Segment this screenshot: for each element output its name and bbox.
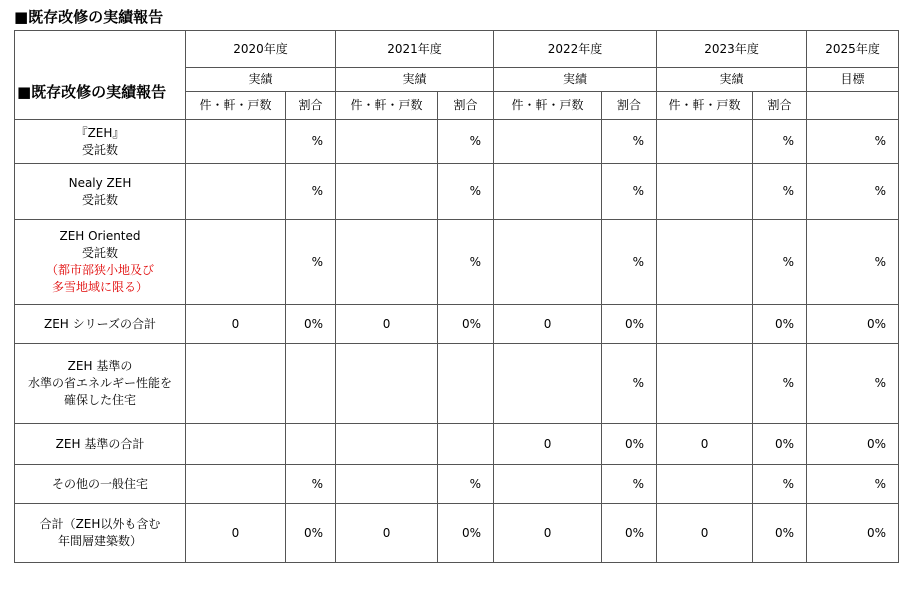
count-cell[interactable]: 0 <box>494 305 602 344</box>
ratio-cell[interactable]: % <box>438 120 494 164</box>
row-label-line: ZEH 基準の合計 <box>55 436 145 451</box>
row-label-line: 合計（ZEH以外も含む <box>39 517 161 531</box>
count-cell[interactable] <box>494 120 602 164</box>
ratio-cell[interactable]: % <box>602 220 657 305</box>
table-row <box>15 424 899 465</box>
count-cell[interactable]: 0 <box>657 504 753 563</box>
table-row <box>15 344 899 424</box>
corner-label: ■既存改修の実績報告 <box>15 31 186 120</box>
ratio-header: 割合 <box>602 92 657 120</box>
table-row <box>15 305 899 344</box>
row-label-line: ZEH Oriented <box>59 229 141 243</box>
type-header: 実績 <box>336 68 494 92</box>
row-label <box>15 344 186 424</box>
count-cell[interactable] <box>657 220 753 305</box>
ratio-cell[interactable]: % <box>286 120 336 164</box>
year-header: 2023年度 <box>657 31 807 68</box>
year-header: 2025年度 <box>807 31 899 68</box>
row-label-line: その他の一般住宅 <box>51 476 148 491</box>
ratio-cell[interactable]: 0% <box>602 504 657 563</box>
count-cell[interactable]: 0 <box>657 424 753 465</box>
count-header: 件・軒・戸数 <box>657 92 753 120</box>
count-cell[interactable]: 0 <box>186 305 286 344</box>
count-cell[interactable]: 0 <box>336 504 438 563</box>
ratio-cell[interactable]: % <box>438 465 494 504</box>
table-row <box>15 465 899 504</box>
ratio-cell[interactable]: 0% <box>438 504 494 563</box>
count-cell[interactable] <box>494 220 602 305</box>
count-cell[interactable] <box>336 220 438 305</box>
page-title: ■既存改修の実績報告 <box>14 8 164 26</box>
table-row <box>15 164 899 220</box>
ratio-header: 割合 <box>438 92 494 120</box>
ratio-cell[interactable] <box>438 424 494 465</box>
row-label <box>15 504 186 563</box>
ratio-cell[interactable]: % <box>753 220 807 305</box>
count-cell[interactable] <box>494 164 602 220</box>
report-table <box>14 30 899 563</box>
ratio-cell[interactable]: % <box>807 120 899 164</box>
count-header: 件・軒・戸数 <box>186 92 286 120</box>
table-row <box>15 120 899 164</box>
type-header: 目標 <box>807 68 899 92</box>
ratio-cell[interactable]: 0% <box>438 305 494 344</box>
ratio-cell[interactable]: 0% <box>602 305 657 344</box>
ratio-header: 割合 <box>753 92 807 120</box>
count-cell[interactable] <box>657 344 753 424</box>
ratio-cell[interactable]: % <box>602 465 657 504</box>
row-label-line: 年間層建築数） <box>57 534 142 548</box>
ratio-header: 割合 <box>286 92 336 120</box>
count-cell[interactable] <box>186 220 286 305</box>
ratio-cell[interactable]: % <box>807 220 899 305</box>
ratio-cell[interactable]: % <box>438 164 494 220</box>
count-cell[interactable] <box>336 344 438 424</box>
ratio-cell[interactable]: 0% <box>807 504 899 563</box>
count-cell[interactable] <box>186 120 286 164</box>
count-cell[interactable] <box>186 344 286 424</box>
row-label <box>15 424 186 465</box>
ratio-cell[interactable]: 0% <box>753 424 807 465</box>
table-row <box>15 504 899 563</box>
ratio-cell[interactable]: 0% <box>753 504 807 563</box>
ratio-cell[interactable]: % <box>602 344 657 424</box>
count-header: 件・軒・戸数 <box>494 92 602 120</box>
count-cell[interactable] <box>657 465 753 504</box>
row-label <box>15 465 186 504</box>
ratio-cell[interactable]: 0% <box>807 424 899 465</box>
row-label <box>15 220 186 305</box>
ratio-cell[interactable]: 0% <box>286 504 336 563</box>
count-cell[interactable] <box>336 465 438 504</box>
ratio-cell[interactable]: % <box>286 465 336 504</box>
row-label-line: 確保した住宅 <box>63 393 136 407</box>
ratio-cell[interactable]: % <box>807 164 899 220</box>
count-cell[interactable]: 0 <box>494 424 602 465</box>
ratio-cell[interactable]: 0% <box>753 305 807 344</box>
ratio-cell[interactable]: % <box>602 120 657 164</box>
empty-header <box>807 92 899 120</box>
row-label-line: Nealy ZEH <box>68 175 132 190</box>
row-label-note: 多雪地域に限る） <box>51 280 148 294</box>
ratio-cell[interactable] <box>438 344 494 424</box>
ratio-cell[interactable]: 0% <box>286 305 336 344</box>
count-cell[interactable] <box>186 424 286 465</box>
row-label-line: ZEH シリーズの合計 <box>43 316 157 331</box>
count-cell[interactable] <box>494 465 602 504</box>
count-cell[interactable]: 0 <box>186 504 286 563</box>
row-label-line: 受託数 <box>81 246 118 260</box>
ratio-cell[interactable]: % <box>753 164 807 220</box>
count-cell[interactable]: 0 <box>494 504 602 563</box>
ratio-cell[interactable]: 0% <box>602 424 657 465</box>
count-cell[interactable] <box>657 120 753 164</box>
row-label <box>15 120 186 164</box>
ratio-cell[interactable]: % <box>807 465 899 504</box>
ratio-cell[interactable]: % <box>753 465 807 504</box>
row-label-line: ZEH 基準の <box>67 359 133 373</box>
table-row <box>15 220 899 305</box>
count-cell[interactable]: 0 <box>336 305 438 344</box>
ratio-cell[interactable]: % <box>286 164 336 220</box>
count-cell[interactable] <box>186 465 286 504</box>
type-header: 実績 <box>657 68 807 92</box>
ratio-cell[interactable] <box>286 424 336 465</box>
table-body <box>15 120 899 563</box>
row-label <box>15 164 186 220</box>
year-header: 2020年度 <box>186 31 336 68</box>
row-label <box>15 305 186 344</box>
row-label-line: 『ZEH』 <box>75 125 125 140</box>
ratio-cell[interactable]: % <box>753 344 807 424</box>
count-cell[interactable] <box>657 164 753 220</box>
row-label-note: （都市部狭小地及び <box>45 263 154 277</box>
ratio-cell[interactable]: % <box>753 120 807 164</box>
row-label-line: 受託数 <box>81 142 118 157</box>
type-header: 実績 <box>186 68 336 92</box>
ratio-cell[interactable]: 0% <box>807 305 899 344</box>
count-header: 件・軒・戸数 <box>336 92 438 120</box>
ratio-cell[interactable]: % <box>602 164 657 220</box>
count-cell[interactable] <box>336 164 438 220</box>
year-header: 2022年度 <box>494 31 657 68</box>
row-label-line: 水準の省エネルギー性能を <box>27 376 172 390</box>
count-cell[interactable] <box>494 344 602 424</box>
count-cell[interactable] <box>657 305 753 344</box>
ratio-cell[interactable]: % <box>807 344 899 424</box>
year-header: 2021年度 <box>336 31 494 68</box>
ratio-cell[interactable]: % <box>438 220 494 305</box>
count-cell[interactable] <box>186 164 286 220</box>
count-cell[interactable] <box>336 424 438 465</box>
count-cell[interactable] <box>336 120 438 164</box>
row-label-line: 受託数 <box>81 192 118 207</box>
ratio-cell[interactable]: % <box>286 220 336 305</box>
ratio-cell[interactable] <box>286 344 336 424</box>
type-header: 実績 <box>494 68 657 92</box>
